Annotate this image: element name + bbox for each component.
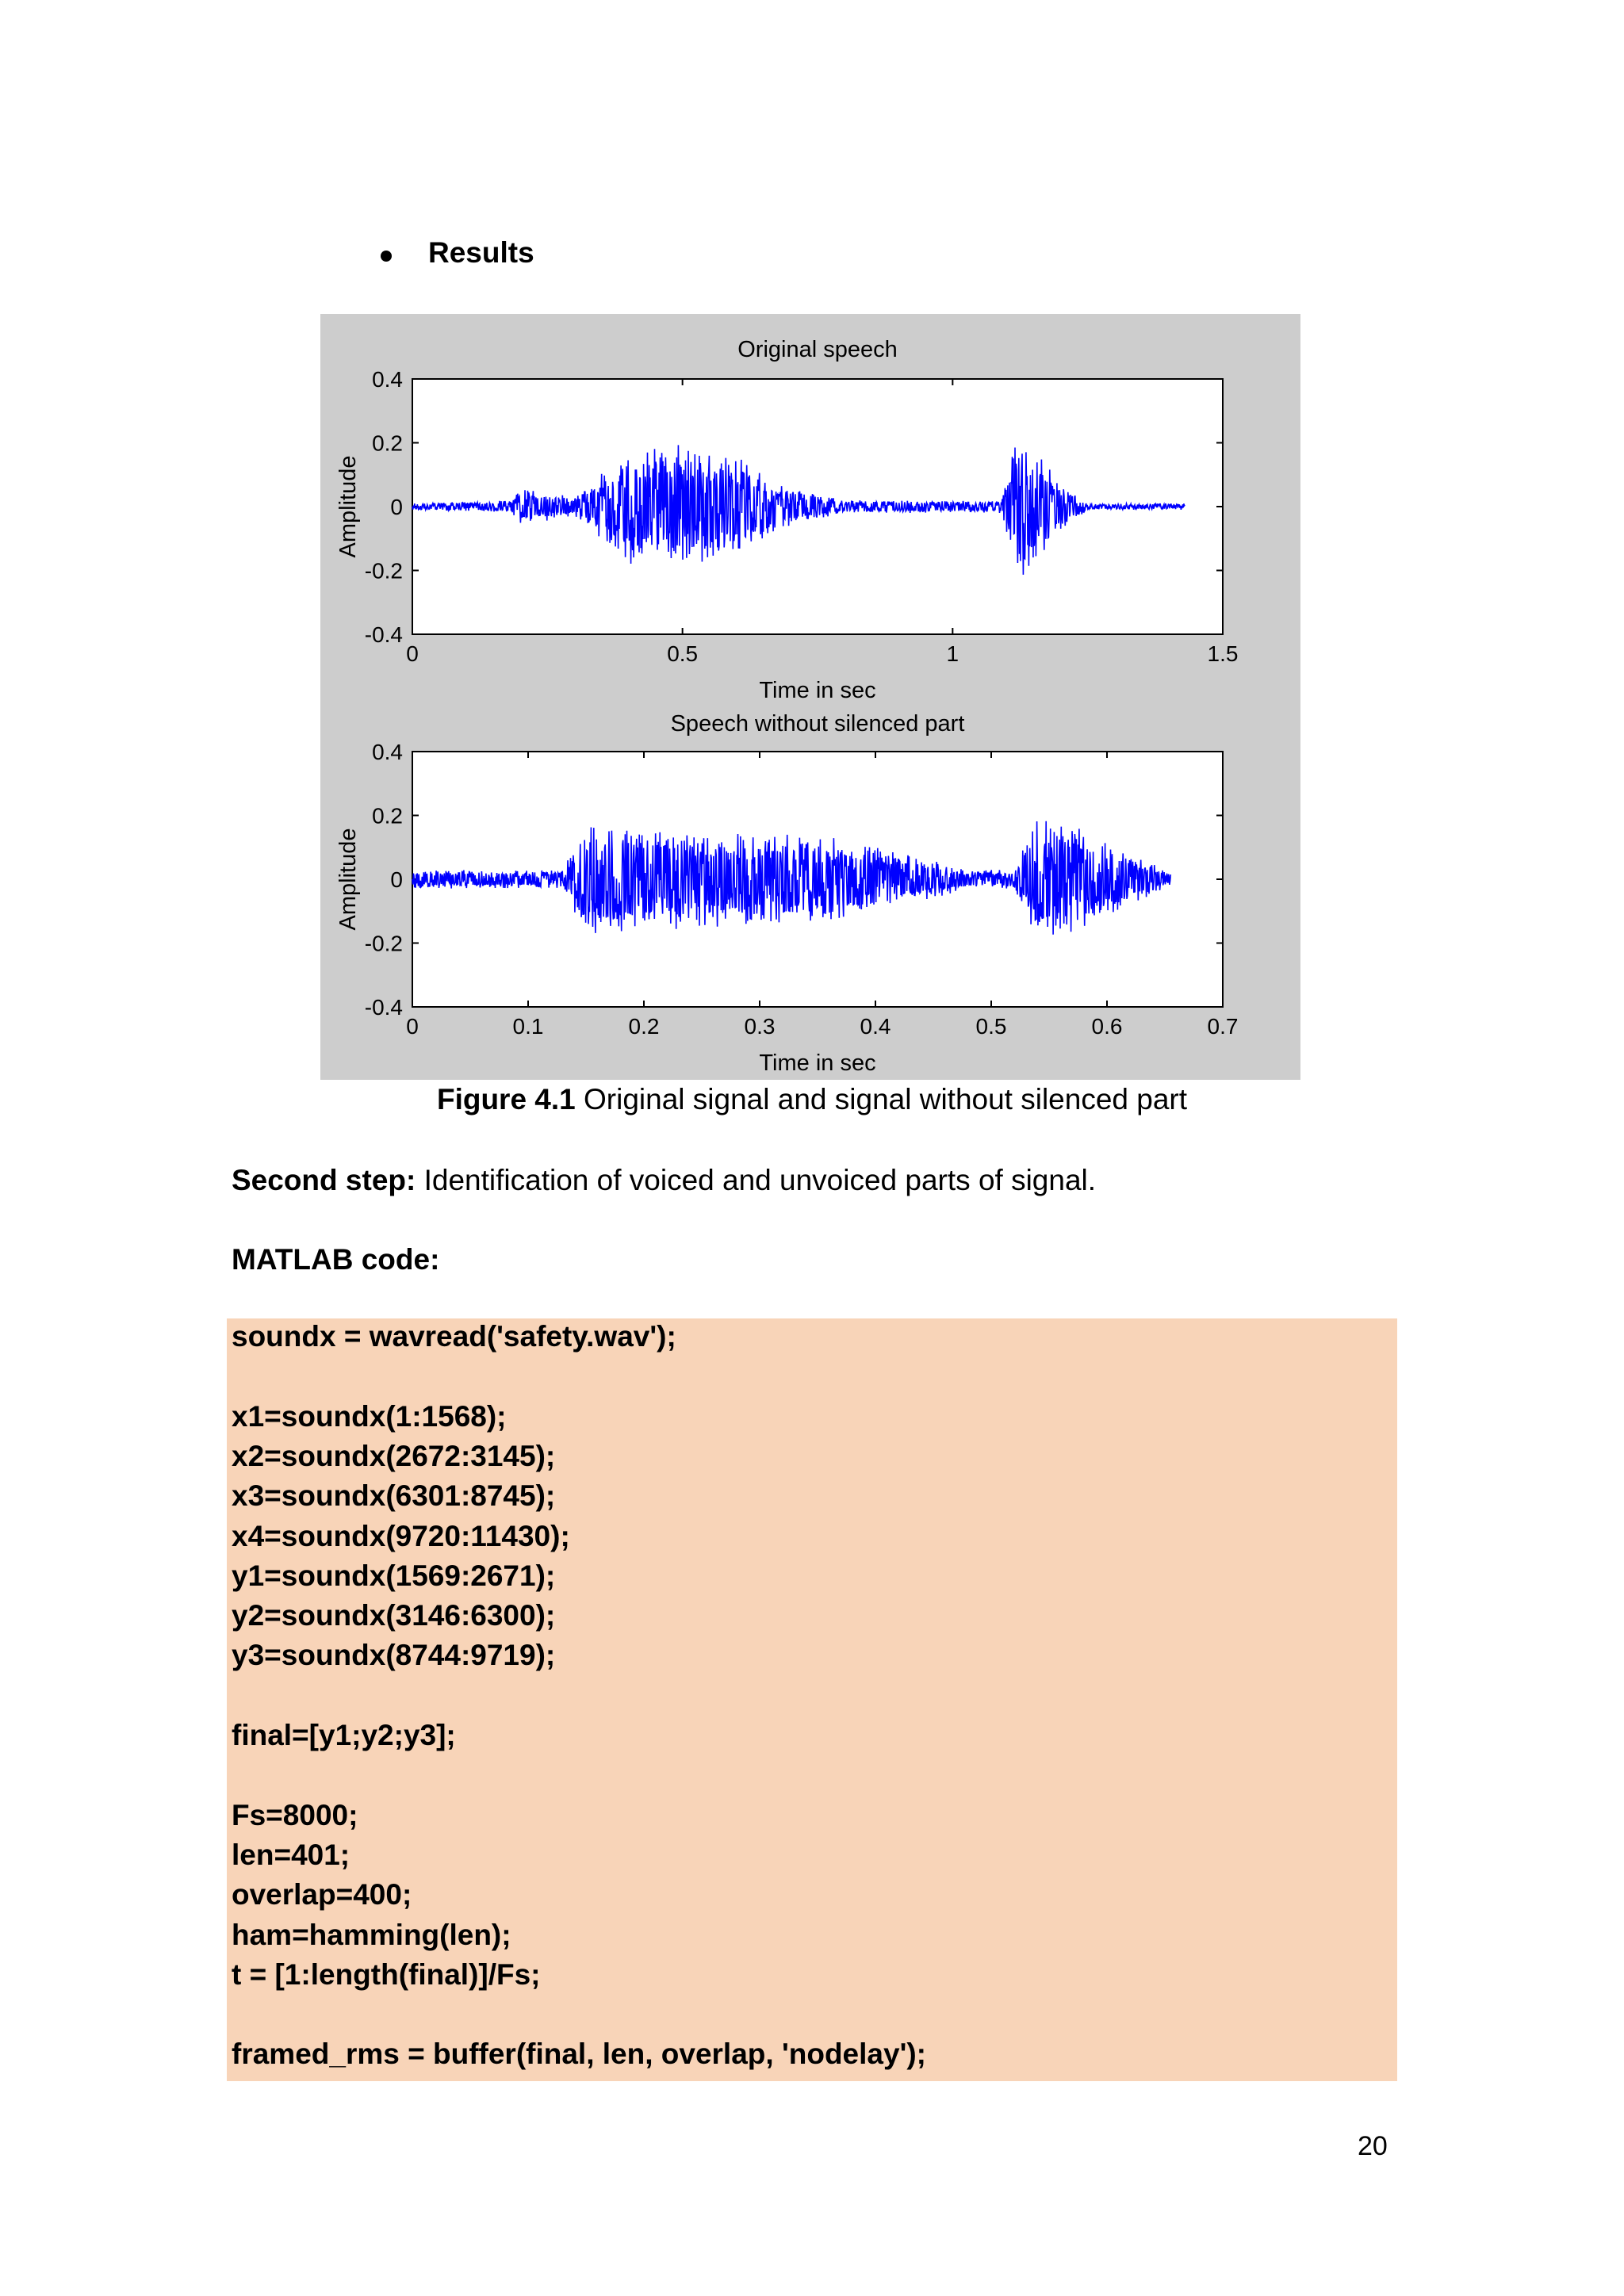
code-line: x3=soundx(6301:8745); [232,1479,556,1513]
y-tick-label: -0.4 [364,995,403,1020]
code-block [227,1318,1397,2081]
code-line: x1=soundx(1:1568); [232,1399,507,1433]
x-tick-label: 0 [406,641,419,666]
x-axis-label: Time in sec [759,678,876,703]
code-line: ham=hamming(len); [232,1918,511,1951]
x-axis-label: Time in sec [759,1050,876,1076]
chart-title: Original speech [737,337,898,362]
second-step-label: Second step: [232,1164,416,1196]
x-tick-label: 0 [406,1014,419,1039]
caption-text: Original signal and signal without silenced part [575,1083,1188,1115]
code-line: y1=soundx(1569:2671); [232,1559,556,1592]
code-line: overlap=400; [232,1878,412,1911]
code-line: y2=soundx(3146:6300); [232,1599,556,1632]
matlab-heading-label: MATLAB code: [232,1243,440,1276]
speech-charts [320,314,1300,1080]
bullet-dot [381,251,392,262]
y-axis-label: Amplitude [335,828,361,931]
code-line: y3=soundx(8744:9719); [232,1639,556,1672]
y-axis-label: Amplitude [335,455,361,558]
matlab-heading [232,1243,439,1276]
code-line: t = [1:length(final)]/Fs; [232,1957,541,1991]
y-tick-label: 0 [390,495,403,519]
code-line: soundx = wavread('safety.wav'); [232,1320,676,1353]
caption-label: Figure 4.1 [436,1083,576,1115]
y-tick-label: -0.4 [364,622,403,647]
x-tick-label: 0.1 [512,1014,544,1039]
chart-title: Speech without silenced part [670,711,965,737]
second-step-text: Identification of voiced and unvoiced parts of signal. [416,1164,1097,1196]
y-tick-label: -0.2 [364,558,403,584]
code-line: x4=soundx(9720:11430); [232,1519,570,1552]
x-tick-label: 1.5 [1207,641,1239,666]
figure-caption [0,1083,1624,1116]
section-heading: Results [428,236,534,269]
x-tick-label: 0.5 [975,1014,1007,1039]
code-line: len=401; [232,1838,350,1871]
x-tick-label: 1 [946,641,959,666]
y-tick-label: 0.2 [372,803,403,828]
y-tick-label: 0.4 [372,367,403,392]
second-step-paragraph [232,1164,1096,1197]
code-line: framed_rms = buffer(final, len, overlap, 'nodelay'); [232,2038,927,2071]
y-tick-label: 0.2 [372,430,403,456]
code-line: x2=soundx(2672:3145); [232,1439,556,1472]
x-tick-label: 0.3 [744,1014,776,1039]
code-line: final=[y1;y2;y3]; [232,1719,456,1751]
page-number: 20 [1358,2131,1388,2161]
x-tick-label: 0.6 [1091,1014,1123,1039]
y-tick-label: 0 [390,867,403,892]
y-tick-label: 0.4 [372,740,403,764]
x-tick-label: 0.2 [628,1014,660,1039]
x-tick-label: 0.7 [1207,1014,1239,1039]
y-tick-label: -0.2 [364,931,403,956]
x-tick-label: 0.5 [667,641,699,666]
code-line: Fs=8000; [232,1798,358,1831]
x-tick-label: 0.4 [860,1014,891,1039]
figure-4-1 [320,314,1300,1080]
